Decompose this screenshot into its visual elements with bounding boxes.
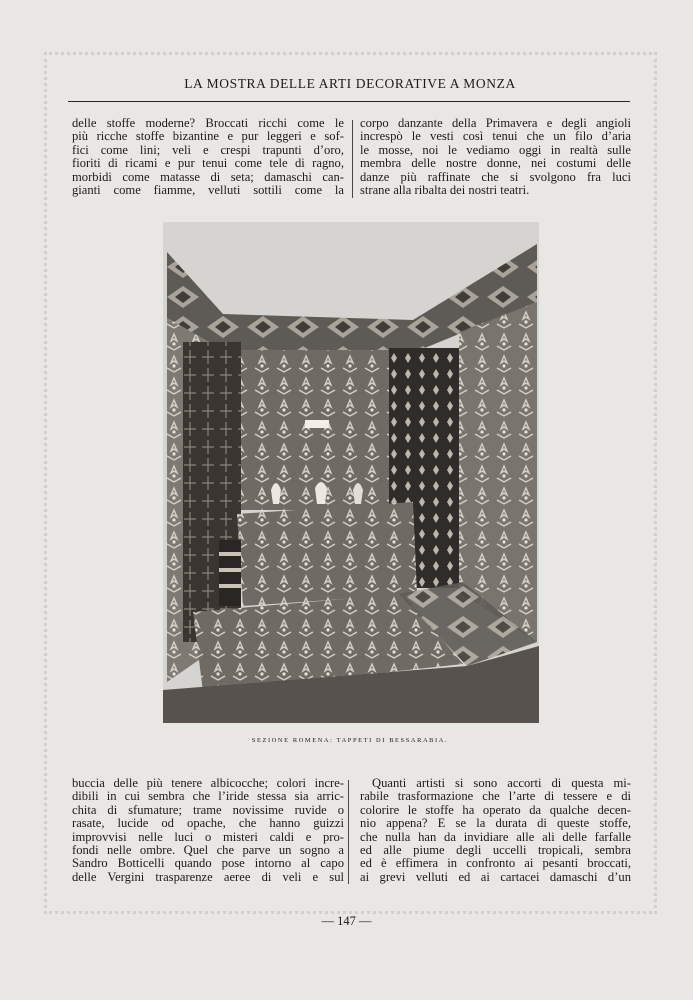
top-left-column (72, 117, 344, 197)
carpet-photograph (163, 222, 539, 723)
text-line: fioriti di ricami e pur tenui come tele di ragno, (72, 157, 344, 171)
text-line: membra delle nostre donne, nei costumi delle (360, 157, 631, 171)
text-line: dibili in cui sembra che l’iride stessa sia arric- (72, 790, 344, 804)
text-line: delle stoffe moderne? Broccati ricchi come le (72, 117, 344, 130)
column-divider (348, 780, 349, 884)
bottom-left-column (72, 777, 344, 884)
figure-caption: SEZIONE ROMENA: TAPPETI DI BESSARABIA. (251, 737, 449, 744)
text-line: più ricche stoffe bizantine e pur leggeri e sof- (72, 130, 344, 144)
text-line: gianti come fiamme, velluti sottili come la (72, 184, 344, 198)
page-number: — 147 — (321, 914, 372, 928)
top-right-column (360, 117, 631, 197)
running-header: LA MOSTRA DELLE ARTI DECORATIVE A MONZA (184, 76, 516, 91)
text-line: rasate, lucide od opache, che hanno guizzi (72, 817, 344, 831)
text-line: nio appena? E se la durata di queste stoffe, (360, 817, 631, 831)
text-line: Sandro Botticelli quando pose intorno al capo (72, 857, 344, 871)
text-line: corpo danzante della Primavera e degli angioli (360, 117, 631, 130)
bottom-right-column (360, 777, 631, 884)
text-line: fici come lini; veli e crespi trapunti d’oro, (72, 143, 344, 157)
text-line: buccia delle più tenere albicocche; colori incre- (72, 777, 344, 790)
text-line: danze più raffinate che si svolgono fra luci (360, 170, 631, 184)
text-line: morbidi come matasse di seta; damaschi can- (72, 170, 344, 184)
text-line: che nulla han da invidiare alle ali delle farfalle (360, 830, 631, 844)
text-line: ed alle piume degli uccelli tropicali, sembra (360, 844, 631, 858)
text-line: chita di sfumature; trame novissime ruvide o (72, 803, 344, 817)
text-line: Quanti artisti si sono accorti di questa mi- (372, 777, 631, 790)
column-divider (352, 120, 353, 198)
text-line: strane alla ribalta dei nostri teatri. (360, 184, 530, 198)
text-line: fondi nelle ombre. Quel che parve un sogno a (72, 844, 344, 858)
text-line: delle Vergini trasparenze aeree di veli e sul (72, 870, 344, 884)
text-line: colorire le stoffe ha operato da qualche decen- (360, 803, 631, 817)
text-line: le mosse, noi le vediamo oggi in realtà sulle (360, 143, 631, 157)
text-line: ed è effimera in confronto ai pesanti broccati, (360, 857, 631, 871)
carpet-photograph-drawing (163, 222, 539, 723)
text-line: rabile trasformazione che l’arte di tessere e di (360, 790, 631, 804)
text-line: increspò le vesti così tenui che un filo d’aria (360, 130, 631, 144)
text-line: ai grevi velluti ed ai cartacei damaschi d’un (360, 870, 631, 884)
text-line: improvvisi nelle luci o misteri caldi e pro- (72, 830, 344, 844)
header-rule (68, 101, 630, 102)
